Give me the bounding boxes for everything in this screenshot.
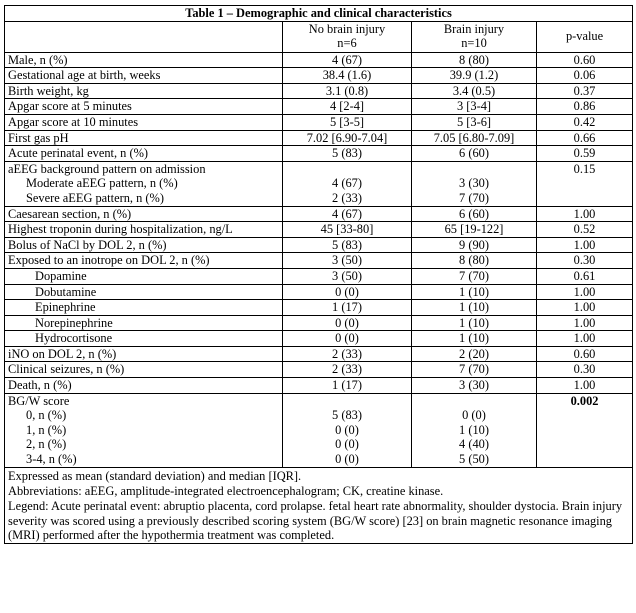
table-row xyxy=(5,268,633,284)
value-p: 0.37 xyxy=(537,83,633,99)
value-brain-injury: 3.4 (0.5) xyxy=(412,83,537,99)
value-p: 0.66 xyxy=(537,130,633,146)
sub-value-no-brain-injury: 0 (0) xyxy=(335,437,359,452)
value-p: 0.60 xyxy=(537,52,633,68)
table-row xyxy=(5,315,633,331)
value-p: 0.86 xyxy=(537,99,633,115)
group-values-brain-injury xyxy=(412,161,537,206)
row-label: Hydrocortisone xyxy=(5,331,283,347)
sub-value-brain-injury: 0 (0) xyxy=(462,408,486,423)
value-brain-injury: 7 (70) xyxy=(412,268,537,284)
value-brain-injury: 2 (20) xyxy=(412,346,537,362)
sub-value-brain-injury: 7 (70) xyxy=(459,190,489,205)
sub-value-brain-injury: 1 (10) xyxy=(459,422,489,437)
sub-row-label: Moderate aEEG pattern, n (%) xyxy=(26,176,178,191)
value-brain-injury: 3 (30) xyxy=(412,378,537,394)
header-brain-injury-n: n=10 xyxy=(461,36,487,51)
value-p: 1.00 xyxy=(537,378,633,394)
sub-value-no-brain-injury: 4 (67) xyxy=(332,176,362,191)
table-row xyxy=(5,114,633,130)
row-label: Dobutamine xyxy=(5,284,283,300)
row-label: Gestational age at birth, weeks xyxy=(5,68,283,84)
value-no-brain-injury: 0 (0) xyxy=(283,331,412,347)
value-no-brain-injury: 4 (67) xyxy=(283,52,412,68)
footnote-row xyxy=(5,483,633,498)
value-brain-injury: 6 (60) xyxy=(412,146,537,162)
value-p: 1.00 xyxy=(537,206,633,222)
footnote-line3: Legend: Acute perinatal event: abruptio placenta, cord prolapse. fetal heart rate abnormality, shoulder dystocia. Brain injury severity was scored using a previously described scoring system (BG/W score) [23] on brain magnetic resonance imaging (MRI) performed after the hypothermia treatment was completed. xyxy=(5,498,633,543)
value-no-brain-injury: 5 (83) xyxy=(283,237,412,253)
value-brain-injury: 8 (80) xyxy=(412,52,537,68)
value-no-brain-injury: 0 (0) xyxy=(283,284,412,300)
table-row xyxy=(5,83,633,99)
table-row xyxy=(5,130,633,146)
header-brain-injury xyxy=(412,21,537,52)
group-label: BG/W score xyxy=(8,393,70,408)
sub-row-label: 0, n (%) xyxy=(26,408,67,423)
table-row xyxy=(5,253,633,269)
value-brain-injury: 7.05 [6.80-7.09] xyxy=(412,130,537,146)
value-brain-injury: 1 (10) xyxy=(412,331,537,347)
sub-value-no-brain-injury: 0 (0) xyxy=(335,452,359,467)
value-p: 1.00 xyxy=(537,315,633,331)
spacer xyxy=(283,394,411,409)
group-row-bgw xyxy=(5,393,633,467)
sub-row-label: 3-4, n (%) xyxy=(26,452,77,467)
value-brain-injury: 6 (60) xyxy=(412,206,537,222)
row-label: iNO on DOL 2, n (%) xyxy=(5,346,283,362)
header-no-brain-injury xyxy=(283,21,412,52)
table-row xyxy=(5,300,633,316)
group-label-cell xyxy=(5,393,283,467)
table-row xyxy=(5,284,633,300)
value-brain-injury: 9 (90) xyxy=(412,237,537,253)
row-label: Bolus of NaCl by DOL 2, n (%) xyxy=(5,237,283,253)
value-p: 0.30 xyxy=(537,253,633,269)
header-empty-cell xyxy=(5,21,283,52)
row-label: Acute perinatal event, n (%) xyxy=(5,146,283,162)
footnote-line1: Expressed as mean (standard deviation) and median [IQR]. xyxy=(5,467,633,483)
table-row xyxy=(5,146,633,162)
sub-value-no-brain-injury: 0 (0) xyxy=(335,422,359,437)
value-no-brain-injury: 4 (67) xyxy=(283,206,412,222)
table-row xyxy=(5,206,633,222)
value-p: 0.30 xyxy=(537,362,633,378)
header-brain-injury-label: Brain injury xyxy=(443,21,505,36)
value-p: 0.59 xyxy=(537,146,633,162)
sub-value-brain-injury: 3 (30) xyxy=(459,176,489,191)
sub-row-label: Severe aEEG pattern, n (%) xyxy=(26,190,164,205)
header-p-value: p-value xyxy=(537,21,633,52)
footnote-row xyxy=(5,498,633,543)
table-container xyxy=(4,5,632,544)
spacer xyxy=(412,162,536,177)
table-row xyxy=(5,378,633,394)
sub-value-no-brain-injury: 5 (83) xyxy=(332,408,362,423)
sub-row-label: 2, n (%) xyxy=(26,437,67,452)
value-no-brain-injury: 3.1 (0.8) xyxy=(283,83,412,99)
header-no-brain-injury-n: n=6 xyxy=(337,36,357,51)
value-no-brain-injury: 0 (0) xyxy=(283,315,412,331)
value-p: 1.00 xyxy=(537,237,633,253)
row-label: Death, n (%) xyxy=(5,378,283,394)
row-label: Birth weight, kg xyxy=(5,83,283,99)
row-label: Highest troponin during hospitalization, ng/L xyxy=(5,222,283,238)
value-no-brain-injury: 1 (17) xyxy=(283,378,412,394)
value-p: 1.00 xyxy=(537,331,633,347)
value-no-brain-injury: 3 (50) xyxy=(283,253,412,269)
group-row-aeeg xyxy=(5,161,633,206)
row-label: Dopamine xyxy=(5,268,283,284)
header-no-brain-injury-label: No brain injury xyxy=(308,21,386,36)
footnote-line2: Abbreviations: aEEG, amplitude-integrated electroencephalogram; CK, creatine kinase. xyxy=(5,483,633,498)
group-p-value: 0.15 xyxy=(537,161,633,206)
row-label: Exposed to an inotrope on DOL 2, n (%) xyxy=(5,253,283,269)
row-label: Male, n (%) xyxy=(5,52,283,68)
sub-value-brain-injury: 4 (40) xyxy=(459,437,489,452)
value-no-brain-injury: 1 (17) xyxy=(283,300,412,316)
value-no-brain-injury: 45 [33-80] xyxy=(283,222,412,238)
table-row xyxy=(5,68,633,84)
value-brain-injury: 1 (10) xyxy=(412,300,537,316)
group-values-no-brain-injury xyxy=(283,161,412,206)
table-row xyxy=(5,52,633,68)
row-label: Apgar score at 10 minutes xyxy=(5,114,283,130)
footnote-row xyxy=(5,467,633,483)
group-values-brain-injury xyxy=(412,393,537,467)
row-label: Apgar score at 5 minutes xyxy=(5,99,283,115)
value-p: 1.00 xyxy=(537,284,633,300)
value-brain-injury: 3 [3-4] xyxy=(412,99,537,115)
group-values-no-brain-injury xyxy=(283,393,412,467)
value-p: 0.06 xyxy=(537,68,633,84)
group-label-cell xyxy=(5,161,283,206)
table-row xyxy=(5,99,633,115)
row-label: Clinical seizures, n (%) xyxy=(5,362,283,378)
characteristics-table xyxy=(4,5,633,544)
value-no-brain-injury: 3 (50) xyxy=(283,268,412,284)
sub-row-label: 1, n (%) xyxy=(26,422,67,437)
value-brain-injury: 1 (10) xyxy=(412,315,537,331)
value-p: 0.42 xyxy=(537,114,633,130)
value-brain-injury: 65 [19-122] xyxy=(412,222,537,238)
value-p: 0.60 xyxy=(537,346,633,362)
value-no-brain-injury: 7.02 [6.90-7.04] xyxy=(283,130,412,146)
row-label: Norepinephrine xyxy=(5,315,283,331)
value-no-brain-injury: 2 (33) xyxy=(283,346,412,362)
value-p: 0.52 xyxy=(537,222,633,238)
value-brain-injury: 8 (80) xyxy=(412,253,537,269)
sub-value-brain-injury: 5 (50) xyxy=(459,452,489,467)
group-p-value: 0.002 xyxy=(537,393,633,467)
table-row xyxy=(5,362,633,378)
value-brain-injury: 5 [3-6] xyxy=(412,114,537,130)
value-no-brain-injury: 5 (83) xyxy=(283,146,412,162)
row-label: Caesarean section, n (%) xyxy=(5,206,283,222)
sub-value-no-brain-injury: 2 (33) xyxy=(332,190,362,205)
spacer xyxy=(283,162,411,177)
value-no-brain-injury: 4 [2-4] xyxy=(283,99,412,115)
table-row xyxy=(5,237,633,253)
value-brain-injury: 1 (10) xyxy=(412,284,537,300)
table-row xyxy=(5,222,633,238)
table-row xyxy=(5,331,633,347)
group-label: aEEG background pattern on admission xyxy=(8,161,206,176)
row-label: Epinephrine xyxy=(5,300,283,316)
title-row xyxy=(5,6,633,22)
header-row xyxy=(5,21,633,52)
value-brain-injury: 39.9 (1.2) xyxy=(412,68,537,84)
value-no-brain-injury: 2 (33) xyxy=(283,362,412,378)
table-title: Table 1 – Demographic and clinical characteristics xyxy=(5,6,633,22)
value-p: 0.61 xyxy=(537,268,633,284)
row-label: First gas pH xyxy=(5,130,283,146)
value-no-brain-injury: 5 [3-5] xyxy=(283,114,412,130)
table-row xyxy=(5,346,633,362)
value-brain-injury: 7 (70) xyxy=(412,362,537,378)
value-p: 1.00 xyxy=(537,300,633,316)
spacer xyxy=(412,394,536,409)
value-no-brain-injury: 38.4 (1.6) xyxy=(283,68,412,84)
